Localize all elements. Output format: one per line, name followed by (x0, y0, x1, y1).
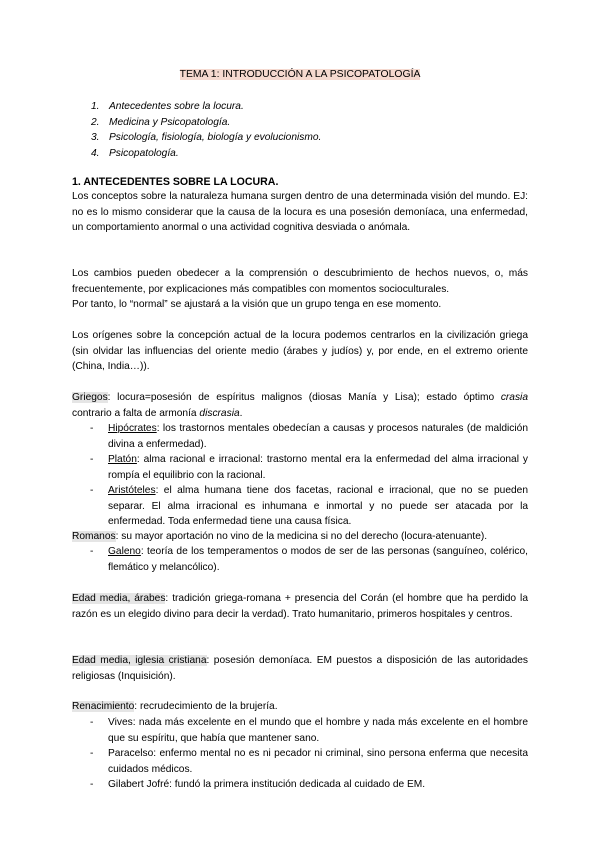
edad-media-iglesia-paragraph: Edad media, iglesia cristiana: posesión demoníaca. EM puestos a disposición de las autoridades religiosas (Inquisición). (72, 655, 528, 682)
renacimiento-label: Renacimiento (72, 701, 135, 712)
list-item: - Paracelso: enfermo mental no es ni pecador ni criminal, sino persona enferma que necesita cuidados médicos. (90, 748, 528, 775)
paragraph-1: Los conceptos sobre la naturaleza humana surgen dentro de una determinada visión del mundo. EJ: no es lo mismo considerar que la causa de la locura es una posesión demoníaca, una enfermedad, un comportamiento anormal o una actividad cognitiva desviada o anómala. (72, 191, 528, 233)
list-item: - Hipócrates: los trastornos mentales obedecían a causas y procesos naturales (de maldición divina a enfermedad). (90, 423, 528, 450)
griegos-list (90, 421, 528, 530)
romanos-label: Romanos (72, 531, 116, 542)
griegos-label: Griegos (72, 392, 108, 403)
griegos-paragraph: Griegos: locura=posesión de espíritus malignos (diosas Manía y Lisa); estado óptimo crasia contrario a falta de armonía discrasia. (72, 392, 528, 419)
toc-item: 1. Antecedentes sobre la locura. (91, 101, 244, 112)
paragraph-2b: Por tanto, lo “normal” se ajustará a la visión que un grupo tenga en ese momento. (72, 299, 442, 310)
list-item: - Aristóteles: el alma humana tiene dos facetas, racional e irracional, que no se pueden separar. El alma irracional es inhumana e inmortal y no puede ser atacada por la enfermedad. Toda enfermedad tiene una causa física. (90, 485, 528, 527)
list-item: - Gilabert Jofré: fundó la primera institución dedicada al cuidado de EM. (90, 779, 426, 790)
list-item: - Galeno: teoría de los temperamentos o modos de ser de las personas (sanguíneo, colérico, flemático y melancólico). (90, 546, 528, 573)
edad-media-arabes-paragraph: Edad media, árabes: tradición griega-romana + presencia del Corán (el hombre que ha perdido la razón es un elegido divino para decir la verdad). Trato humanitario, primeros hospitales y centros. (72, 593, 528, 620)
table-of-contents (91, 99, 321, 161)
edad-media-arabes-label: Edad media, árabes (72, 593, 166, 604)
toc-item: 4. Psicopatología. (91, 147, 179, 159)
romanos-list (90, 544, 528, 575)
list-item: - Vives: nada más excelente en el mundo que el hombre y nada más excelente en el hombre que su espíritu, que había que mantener sano. (90, 717, 528, 744)
toc-item: 3. Psicología, fisiología, biología y evolucionismo. (91, 132, 322, 143)
romanos-paragraph: Romanos: su mayor aportación no vino de la medicina si no del derecho (locura-atenuante). (72, 531, 488, 542)
list-item: - Platón: alma racional e irracional: trastorno mental era la enfermedad del alma irracional y rompía el equilibrio con la racional. (90, 454, 528, 481)
renacimiento-list (90, 715, 528, 793)
toc-item: 2. Medicina y Psicopatología. (91, 116, 231, 128)
paragraph-3: Los orígenes sobre la concepción actual de la locura podemos centrarlos en la civilización griega (sin olvidar las influencias del oriente medio (árabes y judíos) y, por ende, en el extremo oriente (China, India…)). (72, 330, 528, 372)
page-title: TEMA 1: INTRODUCCIÓN A LA PSICOPATOLOGÍA (179, 69, 421, 80)
edad-media-iglesia-label: Edad media, iglesia cristiana (72, 655, 207, 666)
renacimiento-paragraph: Renacimiento: recrudecimiento de la brujería. (72, 701, 278, 712)
section-heading: 1. ANTECEDENTES SOBRE LA LOCURA. (72, 176, 279, 188)
paragraph-2: Los cambios pueden obedecer a la comprensión o descubrimiento de hechos nuevos, o, más frecuentemente, por explicaciones más compatibles con momentos socioculturales. (72, 268, 528, 295)
